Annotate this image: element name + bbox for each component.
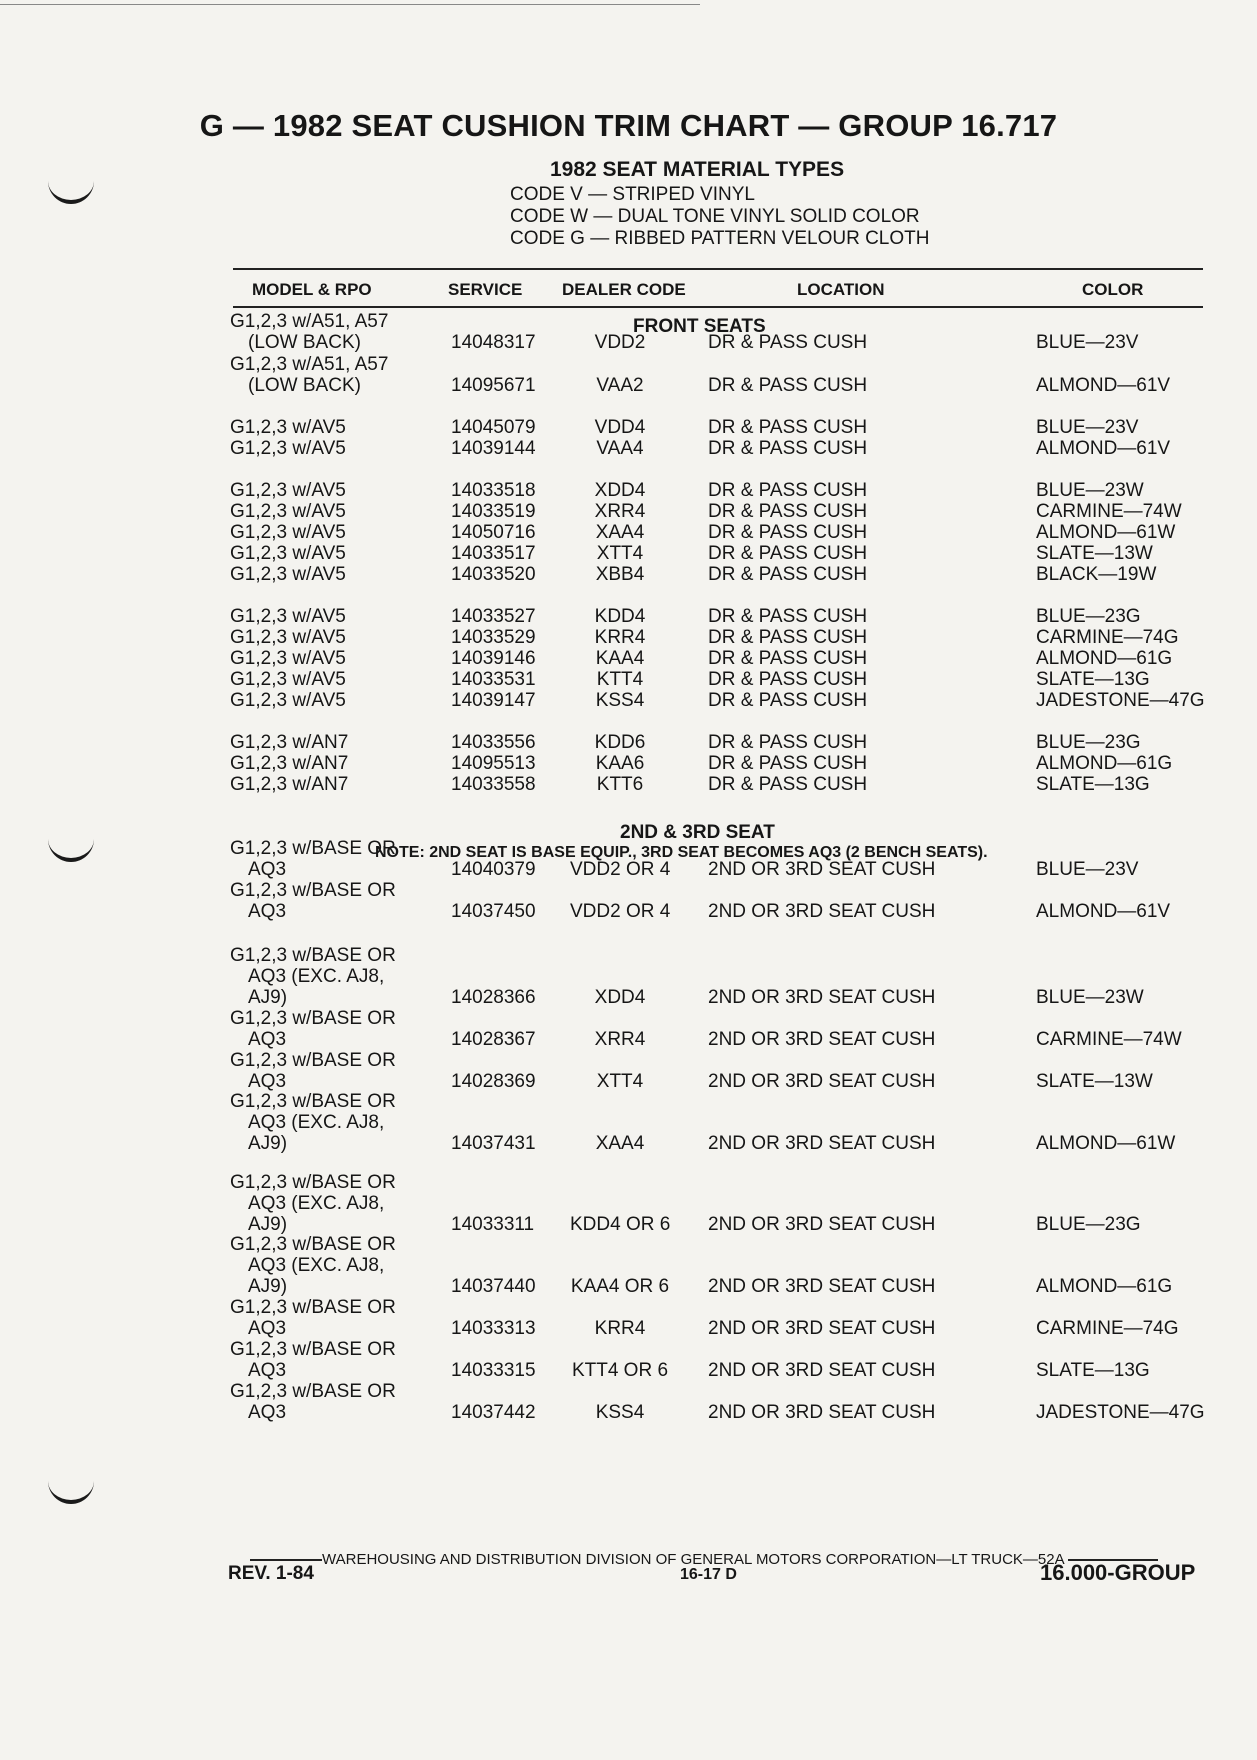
row-service-number: 14095513 bbox=[451, 753, 536, 774]
row-model-line: G1,2,3 w/BASE OR bbox=[230, 1172, 396, 1193]
row-location: DR & PASS CUSH bbox=[708, 690, 868, 711]
row-color: BLUE—23V bbox=[1036, 859, 1139, 880]
row-location: DR & PASS CUSH bbox=[708, 648, 868, 669]
row-model bbox=[230, 690, 346, 711]
row-location: 2ND OR 3RD SEAT CUSH bbox=[708, 1276, 936, 1297]
row-dealer-code: KDD6 bbox=[594, 732, 646, 753]
row-service-number: 14033556 bbox=[451, 732, 536, 753]
row-location: DR & PASS CUSH bbox=[708, 480, 868, 501]
row-model bbox=[230, 354, 388, 396]
row-dealer-code: XDD4 bbox=[594, 480, 646, 501]
row-location: DR & PASS CUSH bbox=[708, 417, 868, 438]
row-model-line: G1,2,3 w/AV5 bbox=[230, 627, 346, 648]
row-color: BLACK—19W bbox=[1036, 564, 1157, 585]
row-model-line: AJ9) bbox=[248, 1214, 288, 1235]
row-model-line: AQ3 (EXC. AJ8, bbox=[248, 1255, 385, 1276]
row-model-line: G1,2,3 w/AV5 bbox=[230, 417, 346, 438]
row-model-line: G1,2,3 w/A51, A57 bbox=[230, 311, 389, 332]
row-dealer-code: KTT4 bbox=[596, 669, 644, 690]
row-model bbox=[230, 1172, 396, 1235]
row-model-line: G1,2,3 w/BASE OR bbox=[230, 1091, 396, 1112]
row-model-line: G1,2,3 w/BASE OR bbox=[230, 1381, 396, 1402]
row-service-number: 14050716 bbox=[451, 522, 536, 543]
row-model-line: AQ3 bbox=[248, 859, 287, 880]
row-service-number: 14040379 bbox=[451, 859, 536, 880]
row-dealer-code: VDD2 OR 4 bbox=[570, 859, 671, 880]
row-color: ALMOND—61W bbox=[1036, 1133, 1176, 1154]
row-model-line: G1,2,3 w/AV5 bbox=[230, 543, 346, 564]
row-location: DR & PASS CUSH bbox=[708, 669, 868, 690]
row-model-line: G1,2,3 w/BASE OR bbox=[230, 1234, 396, 1255]
row-color: ALMOND—61G bbox=[1036, 1276, 1173, 1297]
row-model bbox=[230, 838, 396, 880]
row-color: BLUE—23G bbox=[1036, 1214, 1141, 1235]
row-location: DR & PASS CUSH bbox=[708, 501, 868, 522]
row-model-line: AQ3 bbox=[248, 1071, 287, 1092]
row-model bbox=[230, 945, 396, 1008]
row-model bbox=[230, 1234, 396, 1297]
row-model-line: AJ9) bbox=[248, 1276, 288, 1297]
row-color: ALMOND—61V bbox=[1036, 901, 1171, 922]
row-color: SLATE—13G bbox=[1036, 1360, 1150, 1381]
footer-division-text: WAREHOUSING AND DISTRIBUTION DIVISION OF GENERAL MOTORS CORPORATION—LT TRUCK—52A bbox=[322, 1551, 1064, 1568]
row-model-line: G1,2,3 w/AN7 bbox=[230, 774, 349, 795]
col-header-color: COLOR bbox=[1082, 280, 1144, 299]
row-service-number: 14033517 bbox=[451, 543, 536, 564]
row-service-number: 14033558 bbox=[451, 774, 536, 795]
row-model-line: G1,2,3 w/BASE OR bbox=[230, 880, 396, 901]
row-service-number: 14033311 bbox=[451, 1214, 535, 1235]
row-model bbox=[230, 543, 346, 564]
row-model bbox=[230, 753, 348, 774]
row-color: ALMOND—61V bbox=[1036, 375, 1171, 396]
row-location: 2ND OR 3RD SEAT CUSH bbox=[708, 901, 936, 922]
row-dealer-code: KTT4 OR 6 bbox=[571, 1360, 669, 1381]
page-number: 16-17 D bbox=[680, 1566, 737, 1583]
row-model-line: AJ9) bbox=[248, 987, 288, 1008]
row-location: 2ND OR 3RD SEAT CUSH bbox=[708, 1318, 936, 1339]
row-service-number: 14033520 bbox=[451, 564, 536, 585]
row-model-line: G1,2,3 w/AV5 bbox=[230, 438, 346, 459]
row-model-line: G1,2,3 w/AV5 bbox=[230, 606, 346, 627]
row-model bbox=[230, 774, 348, 795]
row-dealer-code: XAA4 bbox=[595, 522, 645, 543]
row-dealer-code: XTT4 bbox=[596, 543, 644, 564]
row-color: SLATE—13G bbox=[1036, 669, 1150, 690]
row-color: SLATE—13W bbox=[1036, 1071, 1153, 1092]
row-location: 2ND OR 3RD SEAT CUSH bbox=[708, 1402, 936, 1423]
row-color: CARMINE—74W bbox=[1036, 501, 1182, 522]
row-location: 2ND OR 3RD SEAT CUSH bbox=[708, 1029, 936, 1050]
row-color: BLUE—23V bbox=[1036, 417, 1139, 438]
row-location: DR & PASS CUSH bbox=[708, 564, 868, 585]
row-location: DR & PASS CUSH bbox=[708, 606, 868, 627]
group-number: 16.000-GROUP bbox=[1040, 1560, 1196, 1585]
row-model-line: AQ3 (EXC. AJ8, bbox=[248, 1112, 385, 1133]
row-color: ALMOND—61V bbox=[1036, 438, 1171, 459]
row-dealer-code: KSS4 bbox=[595, 690, 645, 711]
row-model-line: (LOW BACK) bbox=[248, 332, 361, 353]
row-model-line: G1,2,3 w/BASE OR bbox=[230, 838, 396, 859]
second-seat-note: NOTE: 2ND SEAT IS BASE EQUIP., 3RD SEAT BECOMES AQ3 (2 BENCH SEATS). bbox=[375, 844, 988, 861]
row-model-line: AJ9) bbox=[248, 1133, 288, 1154]
row-model-line: AQ3 bbox=[248, 1029, 287, 1050]
row-dealer-code: VDD4 bbox=[594, 417, 646, 438]
row-service-number: 14028369 bbox=[451, 1071, 536, 1092]
col-header-dealer-code: DEALER CODE bbox=[562, 280, 686, 299]
row-model-line: G1,2,3 w/BASE OR bbox=[230, 1008, 396, 1029]
row-model-line: AQ3 bbox=[248, 1360, 287, 1381]
row-model bbox=[230, 880, 396, 922]
page-title: G — 1982 SEAT CUSHION TRIM CHART — GROUP 16.717 bbox=[199, 108, 1058, 143]
row-model-line: G1,2,3 w/AV5 bbox=[230, 648, 346, 669]
row-model-line: (LOW BACK) bbox=[248, 375, 361, 396]
row-model-line: AQ3 bbox=[248, 1402, 287, 1423]
row-location: 2ND OR 3RD SEAT CUSH bbox=[708, 1133, 936, 1154]
row-service-number: 14033518 bbox=[451, 480, 536, 501]
row-location: DR & PASS CUSH bbox=[708, 332, 868, 353]
row-model bbox=[230, 1091, 396, 1154]
row-location: DR & PASS CUSH bbox=[708, 753, 868, 774]
row-color: ALMOND—61G bbox=[1036, 648, 1173, 669]
row-location: 2ND OR 3RD SEAT CUSH bbox=[708, 1214, 936, 1235]
row-dealer-code: VAA2 bbox=[596, 375, 644, 396]
row-model bbox=[230, 1297, 396, 1339]
row-color: BLUE—23V bbox=[1036, 332, 1139, 353]
row-location: DR & PASS CUSH bbox=[708, 438, 868, 459]
row-model-line: G1,2,3 w/AV5 bbox=[230, 501, 346, 522]
row-dealer-code: XBB4 bbox=[595, 564, 645, 585]
row-service-number: 14028366 bbox=[451, 987, 536, 1008]
footer-dash-left bbox=[250, 1559, 322, 1561]
material-code-w: CODE W — DUAL TONE VINYL SOLID COLOR bbox=[510, 206, 920, 227]
row-service-number: 14028367 bbox=[451, 1029, 536, 1050]
row-service-number: 14033519 bbox=[451, 501, 536, 522]
row-model bbox=[230, 627, 346, 648]
row-location: DR & PASS CUSH bbox=[708, 543, 868, 564]
row-dealer-code: XRR4 bbox=[594, 1029, 646, 1050]
section-second-third-seat: 2ND & 3RD SEAT bbox=[620, 822, 775, 843]
row-model-line: G1,2,3 w/BASE OR bbox=[230, 1339, 396, 1360]
row-location: DR & PASS CUSH bbox=[708, 375, 868, 396]
row-color: CARMINE—74G bbox=[1036, 1318, 1179, 1339]
col-header-service: SERVICE bbox=[448, 280, 523, 299]
row-dealer-code: KRR4 bbox=[594, 1318, 646, 1339]
row-service-number: 14037450 bbox=[451, 901, 536, 922]
row-dealer-code: KDD4 bbox=[594, 606, 646, 627]
row-service-number: 14095671 bbox=[451, 375, 536, 396]
row-dealer-code: KDD4 OR 6 bbox=[570, 1214, 671, 1235]
row-service-number: 14048317 bbox=[451, 332, 536, 353]
row-dealer-code: VDD2 OR 4 bbox=[570, 901, 671, 922]
row-dealer-code: VDD2 bbox=[594, 332, 646, 353]
row-dealer-code: KAA4 bbox=[595, 648, 645, 669]
row-location: DR & PASS CUSH bbox=[708, 732, 868, 753]
row-model bbox=[230, 438, 346, 459]
row-model bbox=[230, 732, 348, 753]
row-service-number: 14037442 bbox=[451, 1402, 536, 1423]
row-dealer-code: VAA4 bbox=[596, 438, 644, 459]
row-model bbox=[230, 1008, 396, 1050]
row-model-line: AQ3 bbox=[248, 901, 287, 922]
row-service-number: 14033529 bbox=[451, 627, 536, 648]
row-service-number: 14039146 bbox=[451, 648, 536, 669]
row-model-line: AQ3 (EXC. AJ8, bbox=[248, 966, 385, 987]
row-location: 2ND OR 3RD SEAT CUSH bbox=[708, 1360, 936, 1381]
row-service-number: 14033531 bbox=[451, 669, 536, 690]
row-service-number: 14033313 bbox=[451, 1318, 536, 1339]
row-dealer-code: XDD4 bbox=[594, 987, 646, 1008]
row-model-line: G1,2,3 w/AN7 bbox=[230, 732, 349, 753]
row-dealer-code: KSS4 bbox=[595, 1402, 645, 1423]
row-model bbox=[230, 1381, 396, 1423]
row-location: 2ND OR 3RD SEAT CUSH bbox=[708, 987, 936, 1008]
row-model bbox=[230, 564, 346, 585]
row-dealer-code: XAA4 bbox=[595, 1133, 645, 1154]
row-model bbox=[230, 669, 346, 690]
row-model bbox=[230, 522, 346, 543]
row-model-line: AQ3 (EXC. AJ8, bbox=[248, 1193, 385, 1214]
row-model-line: G1,2,3 w/BASE OR bbox=[230, 1050, 396, 1071]
row-color: BLUE—23W bbox=[1036, 480, 1144, 501]
row-model-line: AQ3 bbox=[248, 1318, 287, 1339]
row-model bbox=[230, 480, 346, 501]
row-dealer-code: KTT6 bbox=[596, 774, 644, 795]
row-model bbox=[230, 1339, 396, 1381]
row-model bbox=[230, 311, 388, 353]
row-color: SLATE—13W bbox=[1036, 543, 1153, 564]
row-dealer-code: KAA4 OR 6 bbox=[570, 1276, 670, 1297]
row-model-line: G1,2,3 w/BASE OR bbox=[230, 945, 396, 966]
row-model-line: G1,2,3 w/AV5 bbox=[230, 564, 346, 585]
row-model-line: G1,2,3 w/A51, A57 bbox=[230, 354, 389, 375]
col-header-model: MODEL & RPO bbox=[252, 280, 372, 299]
row-service-number: 14033527 bbox=[451, 606, 536, 627]
row-dealer-code: KAA6 bbox=[595, 753, 645, 774]
row-dealer-code: XTT4 bbox=[596, 1071, 644, 1092]
row-location: DR & PASS CUSH bbox=[708, 627, 868, 648]
row-service-number: 14037431 bbox=[451, 1133, 536, 1154]
row-model bbox=[230, 606, 346, 627]
row-service-number: 14045079 bbox=[451, 417, 536, 438]
row-service-number: 14039144 bbox=[451, 438, 536, 459]
material-code-g: CODE G — RIBBED PATTERN VELOUR CLOTH bbox=[510, 228, 930, 249]
section-front-seats: FRONT SEATS bbox=[633, 316, 766, 337]
row-location: DR & PASS CUSH bbox=[708, 774, 868, 795]
row-color: SLATE—13G bbox=[1036, 774, 1150, 795]
row-model bbox=[230, 501, 346, 522]
row-service-number: 14039147 bbox=[451, 690, 536, 711]
row-service-number: 14037440 bbox=[451, 1276, 536, 1297]
material-types-heading: 1982 SEAT MATERIAL TYPES bbox=[550, 158, 845, 181]
material-code-v: CODE V — STRIPED VINYL bbox=[510, 184, 755, 205]
row-color: ALMOND—61W bbox=[1036, 522, 1176, 543]
row-model-line: G1,2,3 w/AV5 bbox=[230, 690, 346, 711]
row-model bbox=[230, 1050, 396, 1092]
row-color: JADESTONE—47G bbox=[1036, 690, 1205, 711]
row-model-line: G1,2,3 w/AV5 bbox=[230, 669, 346, 690]
row-model bbox=[230, 417, 346, 438]
row-model-line: G1,2,3 w/BASE OR bbox=[230, 1297, 396, 1318]
row-color: BLUE—23G bbox=[1036, 606, 1141, 627]
row-location: 2ND OR 3RD SEAT CUSH bbox=[708, 859, 936, 880]
row-location: 2ND OR 3RD SEAT CUSH bbox=[708, 1071, 936, 1092]
row-color: CARMINE—74W bbox=[1036, 1029, 1182, 1050]
row-color: CARMINE—74G bbox=[1036, 627, 1179, 648]
row-color: JADESTONE—47G bbox=[1036, 1402, 1205, 1423]
revision-label: REV. 1-84 bbox=[228, 1563, 314, 1584]
row-dealer-code: KRR4 bbox=[594, 627, 646, 648]
row-dealer-code: XRR4 bbox=[594, 501, 646, 522]
row-model bbox=[230, 648, 346, 669]
col-header-location: LOCATION bbox=[797, 280, 885, 299]
row-color: BLUE—23W bbox=[1036, 987, 1144, 1008]
row-model-line: G1,2,3 w/AV5 bbox=[230, 522, 346, 543]
row-color: ALMOND—61G bbox=[1036, 753, 1173, 774]
row-location: DR & PASS CUSH bbox=[708, 522, 868, 543]
row-color: BLUE—23G bbox=[1036, 732, 1141, 753]
row-service-number: 14033315 bbox=[451, 1360, 536, 1381]
row-model-line: G1,2,3 w/AV5 bbox=[230, 480, 346, 501]
row-model-line: G1,2,3 w/AN7 bbox=[230, 753, 349, 774]
